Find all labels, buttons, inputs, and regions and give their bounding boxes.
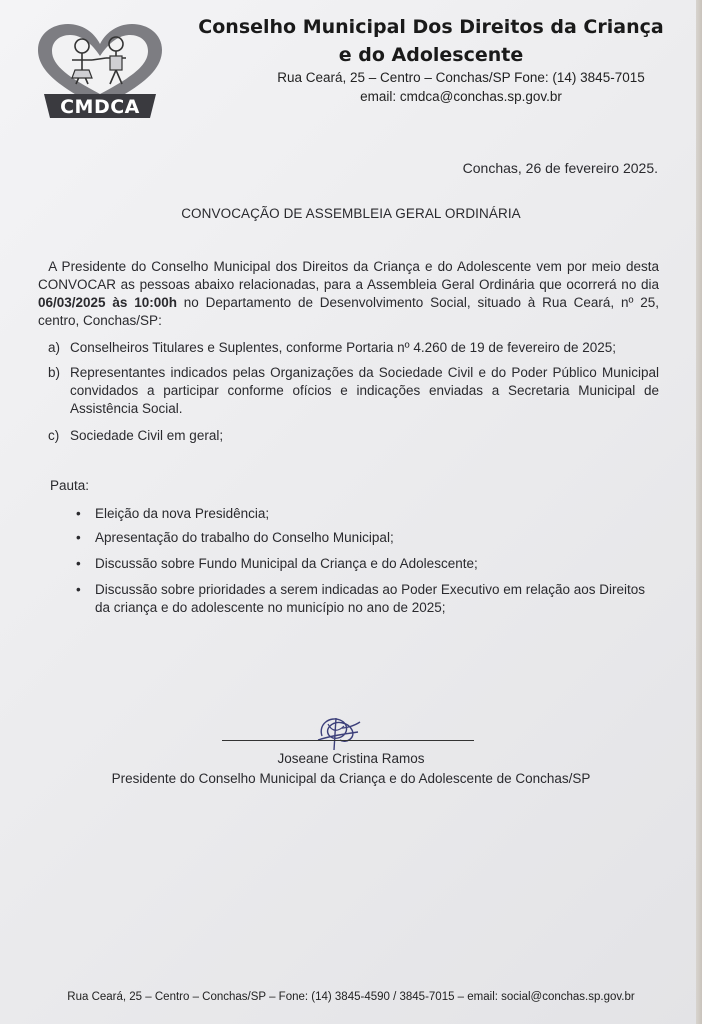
document-date: Conchas, 26 de fevereiro 2025. [462, 160, 658, 176]
agenda-item [76, 581, 659, 617]
invitee-item [48, 339, 659, 357]
document-subject: CONVOCAÇÃO DE ASSEMBLEIA GERAL ORDINÁRIA [181, 206, 521, 221]
signature-line [222, 740, 474, 741]
bullet-icon: • [76, 556, 81, 571]
page-footer: Rua Ceará, 25 – Centro – Conchas/SP – Fone: (14) 3845-4590 / 3845-7015 – email: social@conchas.sp.gov.br [67, 991, 635, 1003]
meeting-datetime: 06/03/2025 às 10:00h [38, 295, 177, 310]
logo-text: CMDCA [60, 96, 140, 118]
agenda-item [76, 529, 659, 547]
agenda-item [76, 555, 659, 573]
invitee-letter: a) [48, 340, 61, 355]
invitee-text: Conselheiros Titulares e Suplentes, conforme Portaria nº 4.260 de 19 de fevereiro de 2025; [70, 340, 617, 355]
agenda-item [76, 505, 659, 523]
agenda-text: Discussão sobre prioridades a serem indicadas ao Poder Executivo em relação aos Direitos da criança e do adolescente no município no ano de 2025; [95, 582, 646, 615]
signatory-name: Joseane Cristina Ramos [277, 751, 425, 766]
paragraph-end: no Departamento de Desenvolvimento Social, situado à Rua Ceará, nº 25, centro, Conchas/SP: [38, 295, 659, 328]
council-title-line2: e do Adolescente [338, 44, 524, 66]
agenda-text: Eleição da nova Presidência; [95, 506, 270, 521]
invitee-text: Representantes indicados pelas Organizações da Sociedade Civil e do Poder Público Municipal convidados a participar conforme ofícios e indicações enviadas a Secretaria Municipal de Assistência Social. [70, 365, 659, 416]
invitee-letter: b) [48, 365, 61, 380]
invitee-item [48, 364, 659, 418]
agenda-text: Discussão sobre Fundo Municipal da Criança e do Adolescente; [95, 556, 478, 571]
invitee-text: Sociedade Civil em geral; [70, 428, 224, 443]
convocation-paragraph [38, 258, 659, 330]
paper-edge [696, 0, 702, 1024]
paragraph-start: A Presidente do Conselho Municipal dos Direitos da Criança e do Adolescente vem por meio desta CONVOCAR as pessoas abaixo relacionadas, para a Assembleia Geral Ordinária que ocorrerá no dia [38, 259, 659, 292]
header-email: email: cmdca@conchas.sp.gov.br [360, 89, 562, 104]
bullet-icon: • [76, 582, 81, 597]
header-address: Rua Ceará, 25 – Centro – Conchas/SP Fone: (14) 3845-7015 [277, 70, 645, 85]
agenda-text: Apresentação do trabalho do Conselho Municipal; [95, 530, 394, 545]
invitee-letter: c) [48, 428, 60, 443]
invitee-item [48, 427, 659, 445]
bullet-icon: • [76, 506, 81, 521]
council-title-line1: Conselho Municipal Dos Direitos da Criança [198, 16, 664, 38]
signatory-role: Presidente do Conselho Municipal da Criança e do Adolescente de Conchas/SP [111, 771, 591, 786]
agenda-label: Pauta: [50, 478, 90, 493]
bullet-icon: • [76, 530, 81, 545]
